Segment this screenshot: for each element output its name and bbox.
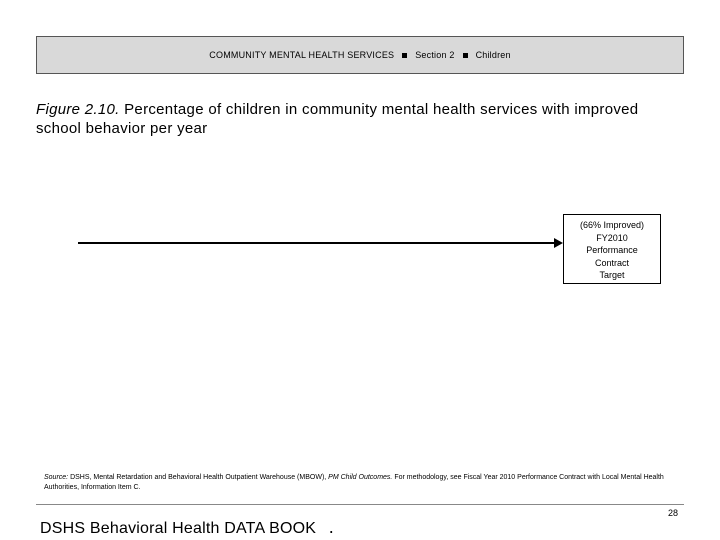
subsection-label: Children	[475, 50, 511, 60]
arrow-right-icon	[554, 238, 563, 248]
target-line-4: Contract	[594, 257, 629, 268]
page-number: 28	[667, 508, 678, 518]
footer-divider	[36, 504, 684, 505]
section-header-bar	[36, 36, 684, 74]
section-label: Section 2	[415, 50, 455, 60]
target-line	[78, 242, 556, 244]
separator-square-icon	[402, 53, 407, 58]
book-title-dot: .	[328, 517, 334, 537]
target-annotation-box	[563, 214, 661, 284]
footer-book-title	[40, 517, 334, 538]
target-line-2: FY2010	[596, 232, 628, 243]
figure-title	[36, 100, 676, 138]
target-line-1: (66% Improved)	[579, 220, 645, 230]
target-line-5: Target	[599, 270, 625, 280]
separator-square-icon	[463, 53, 468, 58]
target-line-3: Performance	[586, 245, 638, 255]
book-title-text: DSHS Behavioral Health DATA BOOK	[40, 520, 317, 537]
source-text-1: DSHS, Mental Retardation and Behavioral Health Outpatient Warehouse (MBOW),	[70, 474, 327, 481]
figure-label: Figure 2.10.	[36, 101, 120, 118]
source-pm-title: PM Child Outcomes.	[328, 474, 393, 481]
source-note	[44, 473, 684, 493]
section-title: COMMUNITY MENTAL HEALTH SERVICES	[209, 50, 395, 60]
figure-title-text: Percentage of children in community mental health services with improved school behavior per year	[36, 101, 639, 137]
source-label: Source:	[44, 474, 69, 481]
source-text-2: For methodology, see Fiscal Year 2010 Performance Contract with Local Mental Health Authorities, Information Item C.	[44, 474, 664, 491]
